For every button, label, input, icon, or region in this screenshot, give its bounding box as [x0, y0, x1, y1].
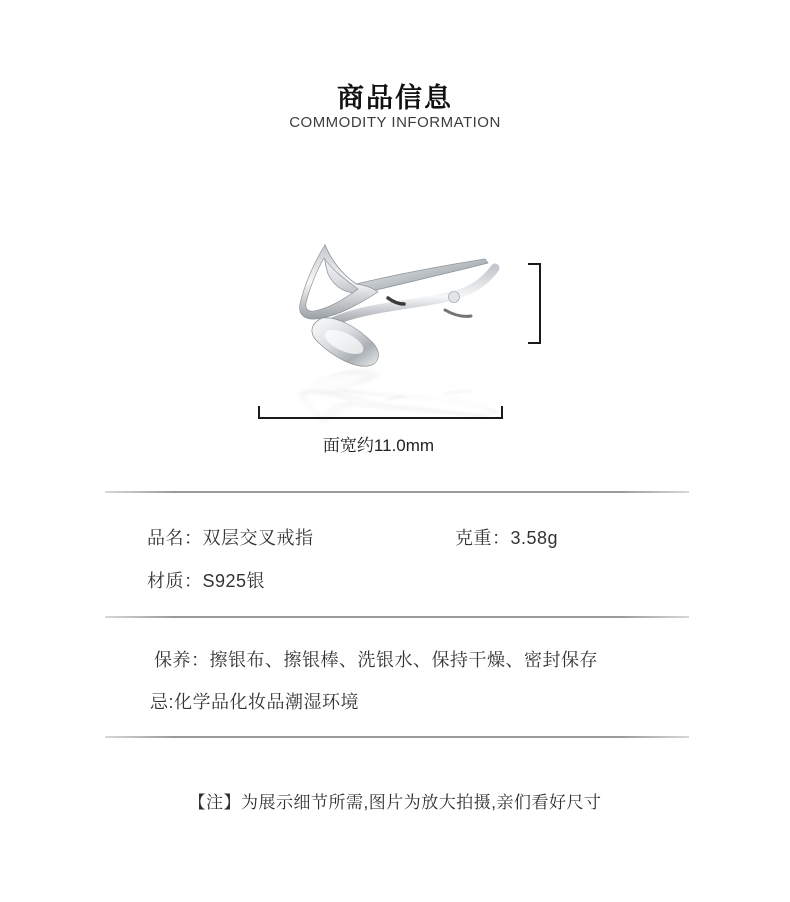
- spec-weight: 克重：3.58g: [455, 528, 559, 548]
- ring-knob-end: [449, 292, 460, 303]
- divider-bottom: [105, 736, 689, 738]
- divider-middle: [105, 616, 689, 618]
- height-measure-bracket: [528, 263, 541, 344]
- page-subtitle: COMMODITY INFORMATION: [289, 114, 501, 131]
- spec-material: 材质：S925银: [147, 571, 266, 591]
- ring-blade-band: [324, 245, 488, 293]
- product-photo: [240, 230, 550, 435]
- page-title: 商品信息: [337, 83, 453, 113]
- silver-ring-image: [240, 230, 550, 435]
- care-maintenance: 保养：擦银布、擦银棒、洗银水、保持干燥、密封保存: [154, 650, 598, 670]
- divider-top: [105, 491, 689, 493]
- spec-product-name: 品名：双层交叉戒指: [147, 528, 314, 548]
- footer-note: 【注】为展示细节所需,图片为放大拍摄,亲们看好尺寸: [188, 793, 602, 812]
- width-measure-bracket: [258, 406, 503, 419]
- width-caption: 面宽约11.0mm: [322, 436, 435, 455]
- care-avoid: 忌:化学品化妆品潮湿环境: [150, 692, 359, 712]
